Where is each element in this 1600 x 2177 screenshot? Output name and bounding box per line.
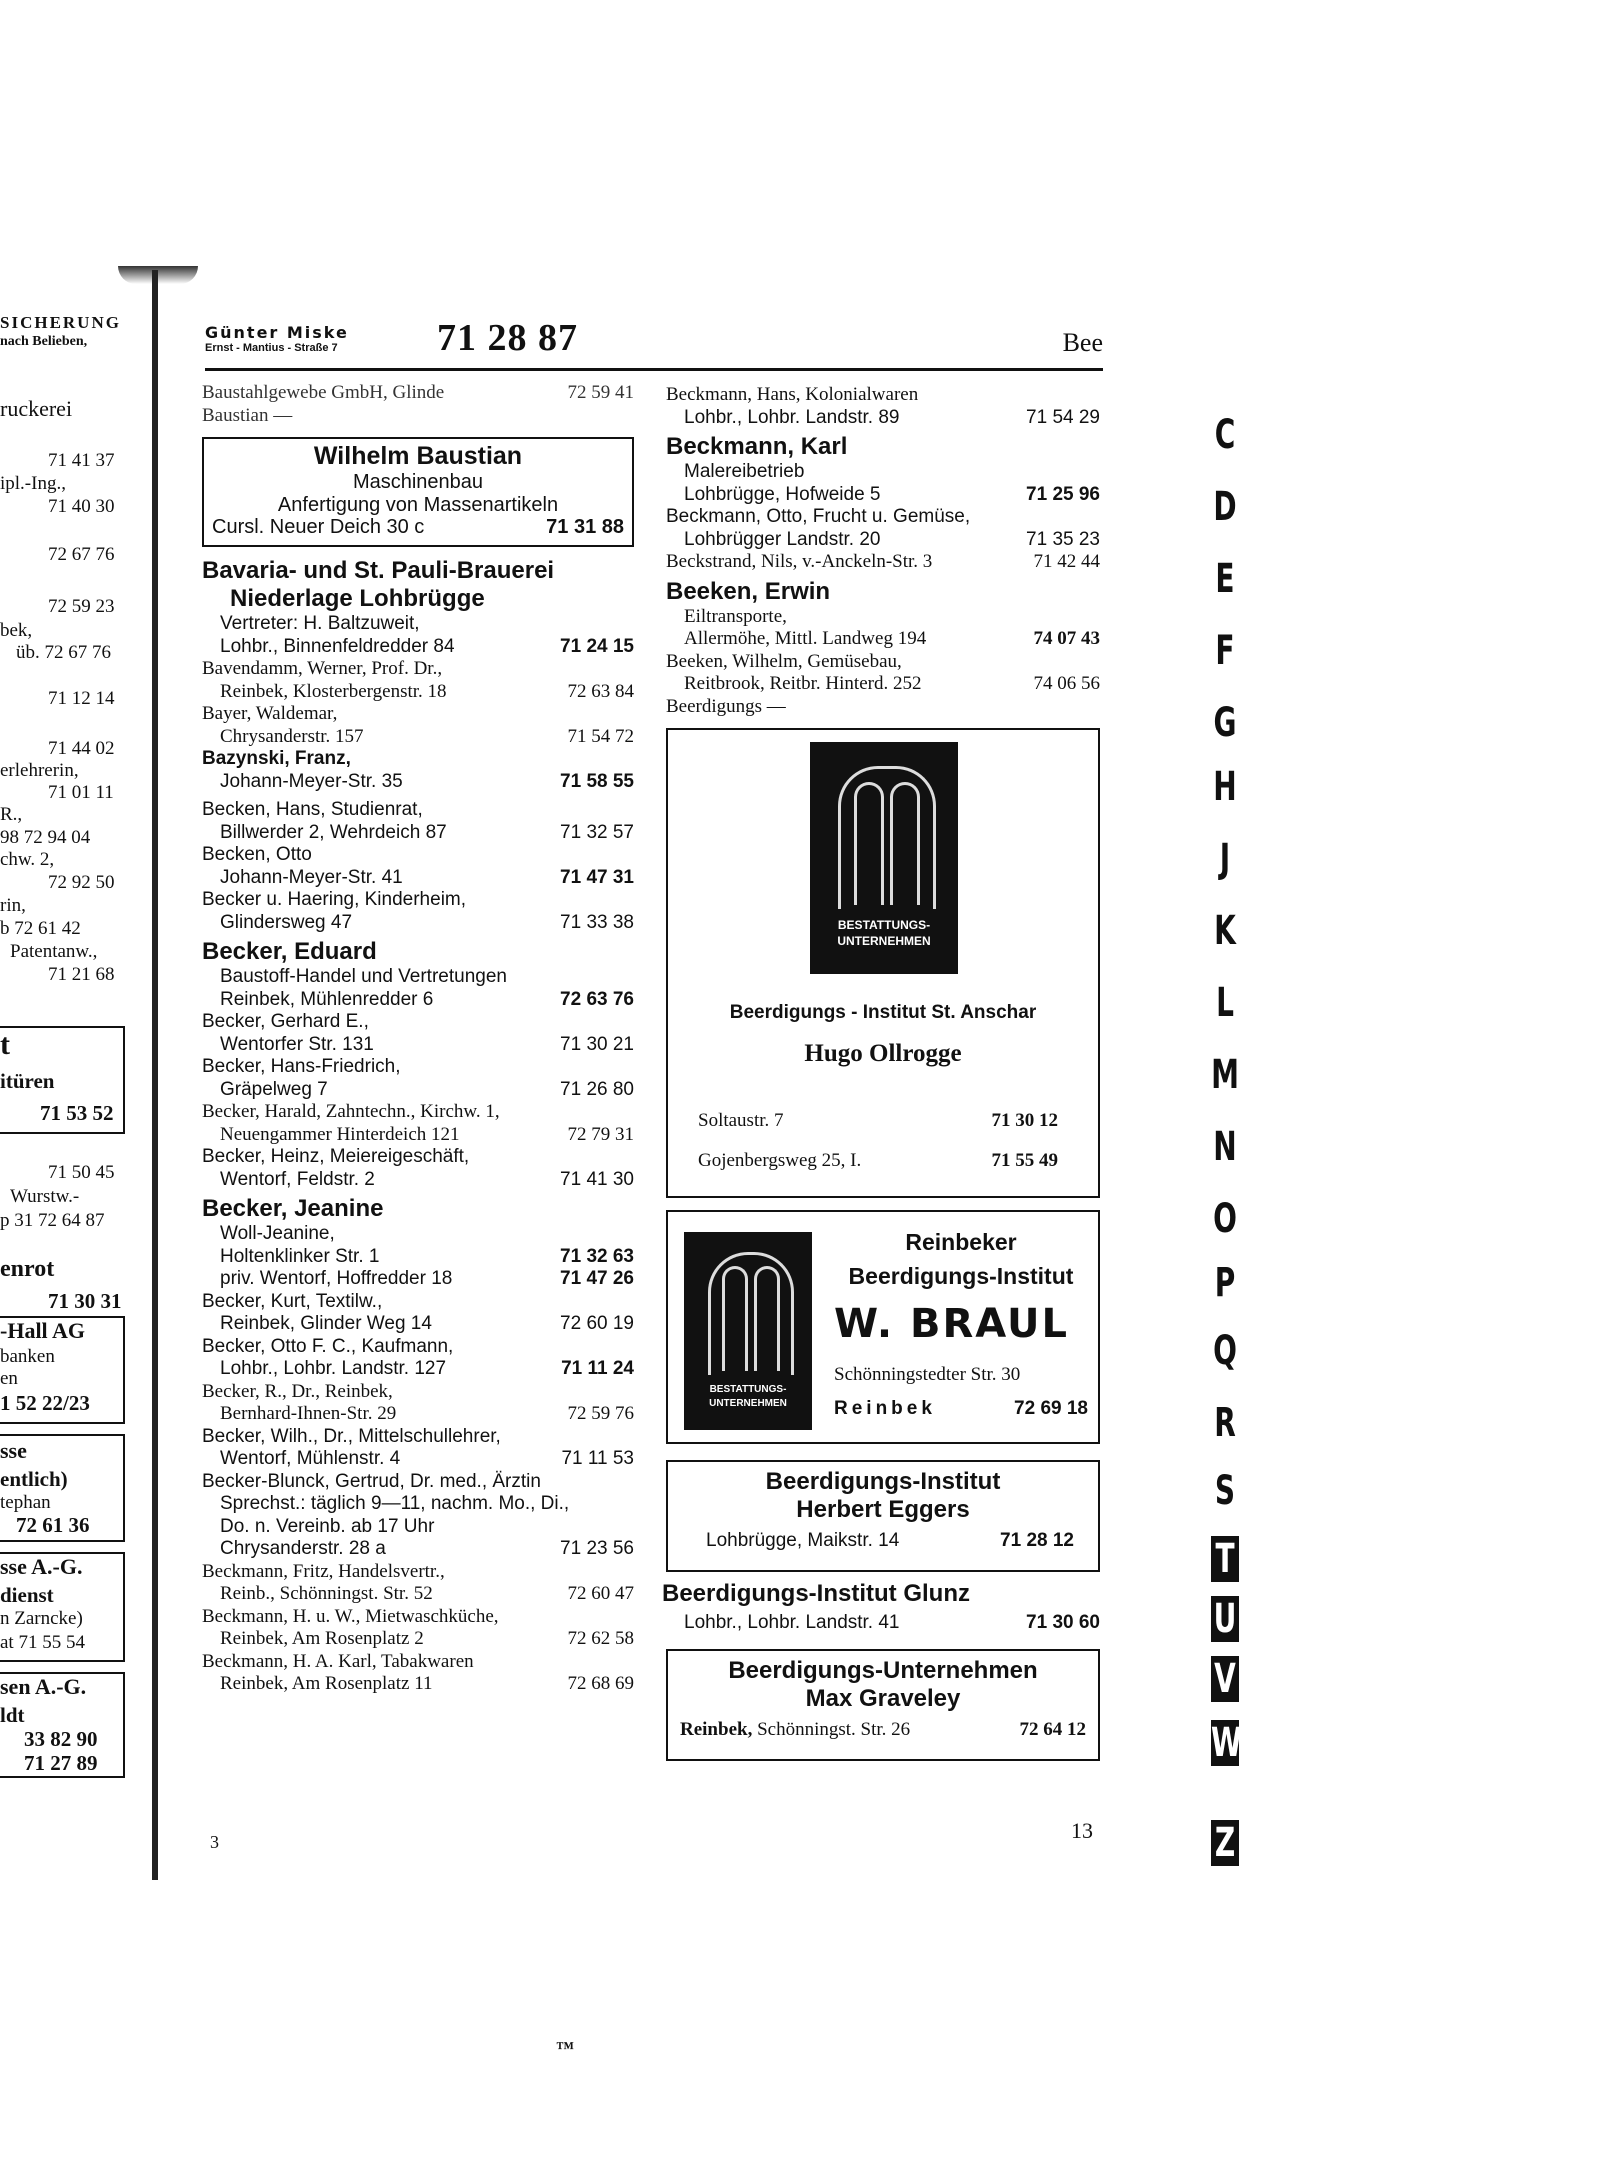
- ad-line: Reinbeker: [905, 1229, 1017, 1255]
- fragment-line: n Zarncke): [0, 1608, 83, 1629]
- index-tab-l[interactable]: L: [1216, 980, 1234, 1026]
- ad-line: Reinbek 72 69 18: [834, 1398, 1088, 1419]
- fragment-line: Wurstw.-: [10, 1186, 80, 1207]
- fragment-line: 72 59 23: [48, 596, 115, 617]
- list-item: Becker, Wilh., Dr., Mittelschullehrer,: [202, 1425, 501, 1447]
- list-item: Becker, Harald, Zahntechn., Kirchw. 1,: [202, 1101, 500, 1122]
- fragment-line: t: [0, 1028, 10, 1061]
- list-item: Becker, Heinz, Meiereigeschäft,: [202, 1146, 470, 1167]
- list-item: Becker-Blunck, Gertrud, Dr. med., Ärztin: [202, 1470, 541, 1492]
- page-number: 13: [1071, 1818, 1093, 1843]
- previous-page-fragment: [0, 300, 130, 1800]
- fragment-line: 1 52 22/23: [0, 1391, 90, 1415]
- list-item: [202, 382, 634, 405]
- ad-title: Herbert Eggers: [796, 1496, 970, 1523]
- index-tab-w[interactable]: W: [1211, 1720, 1242, 1766]
- list-item: Beerdigungs —: [666, 695, 786, 717]
- fragment-line: 71 30 31: [48, 1289, 122, 1313]
- fragment-line: Patentanw.,: [10, 941, 98, 962]
- ad-title: Hugo Ollrogge: [804, 1040, 962, 1067]
- list-item: [202, 405, 634, 428]
- entry-phone: 71 24 15: [560, 635, 634, 657]
- index-tab-z[interactable]: Z: [1211, 1820, 1239, 1866]
- ad-box-eggers: Beerdigungs-Institut Herbert Eggers Lohbrügge, Maikstr. 14 71 28 12: [666, 1460, 1100, 1572]
- ad-box-baustian: [202, 437, 634, 547]
- fragment-line: 33 82 90: [24, 1727, 98, 1751]
- entry-name: Baustahlgewebe GmbH, Glinde: [202, 382, 445, 403]
- entry-title: Beckmann, Karl: [666, 433, 848, 460]
- funeral-chapel-emblem: BESTATTUNGS- UNTERNEHMEN: [684, 1232, 812, 1430]
- fragment-line: R.,: [0, 804, 23, 825]
- fragment-line: dienst: [0, 1583, 54, 1607]
- index-tab-f[interactable]: F: [1215, 628, 1235, 674]
- funeral-chapel-emblem: BESTATTUNGS- UNTERNEHMEN: [810, 742, 958, 974]
- list-item: Becker, Kurt, Textilw.,: [202, 1290, 383, 1312]
- fragment-line: b 72 61 42: [0, 918, 81, 939]
- fragment-line: sse A.-G.: [0, 1554, 83, 1579]
- ad-line: Beerdigungs-Institut: [848, 1263, 1074, 1289]
- fragment-line: entlich): [0, 1467, 68, 1491]
- entry-title: Beerdigungs-Institut Glunz: [662, 1580, 970, 1607]
- ad-box-graveley: Beerdigungs-Unternehmen Max Graveley Reinbek, Schönningst. Str. 26 72 64 12: [666, 1649, 1100, 1761]
- list-item: Beckstrand, Nils, v.-Anckeln-Str. 3 71 42 44: [666, 551, 1100, 572]
- ad-box-ollrogge: [666, 728, 1100, 1198]
- book-spine: [152, 270, 158, 1880]
- entry-name: Baustian —: [202, 404, 293, 426]
- column-left: Baustahlgewebe GmbH, Glinde 72 59 41 Baustian — Wilhelm Baustian Maschinenbau Anfertigung von Massenartikeln Cursl. Neuer Deich 30 c 71 31 88 Bavaria- und St. Pauli-Brauerei Niederlage Lohbrügge Vertreter: H. Baltzuweit, Lohbr., Binnenfeldredder 84 71 24 15 Bavendamm, Werner, Prof. Dr., Reinbek, Klosterbergenstr. 18 72 63 84 Bayer, Waldemar, Chrysanderstr. 157 71 54 72 Bazynski, Franz, Johann-Meyer-Str. 35 71 58 55 Becken, Hans, Studienrat, Billwerder 2, Wehrdeich 87 71 32 57 Becken, Otto Johann-Meyer-Str. 41 71 47 31 Becker u. Haering, Kinderheim, Glindersweg 47 71 33 38 Becker, Eduard Baustoff-Handel und Vertretungen Reinbek, Mühlenredder 6 72 63 76 Becker, Gerhard E., Wentorfer Str. 131 71 30 21 Becker, Hans-Friedrich, Gräpelweg 7 71 26 80 Becker, Harald, Zahntechn., Kirchw. 1, Neuengammer Hinterdeich 121 72 79 31 Becker, Heinz, Meiereigeschäft, Wentorf, Feldstr. 2 71 41 30 Becker, Jeanine Woll-Jeanine, Holtenklinker Str. 1 71 32 63 priv. Wentorf, Hoffredder 18 71 47 26 Becker, Kurt, Textilw., Reinbek, Glinder Weg 14 72 60 19 Becker, Otto F. C., Kaufmann, Lohbr., Lohbr. Landstr. 127 71 11 24 Becker, R., Dr., Reinbek, Bernhard-Ihnen-Str. 29 72 59 76 Becker, Wilh., Dr., Mittelschullehrer, Wentorf, Mühlenstr. 4 71 11 53 Becker-Blunck, Gertrud, Dr. med., Ärztin Sprechst.: täglich 9—11, nachm. Mo., Di., Do. n. Vereinb. ab 17 Uhr Chrysanderstr. 28 a 71 23 56 Beckmann, Fritz, Handelsvertr., Reinb., Schönningst. Str. 52 72 60 47 Beckmann, H. u. W., Mietwaschküche, Reinbek, Am Rosenplatz 2 72 62 58 Beckmann, H. A. Karl, Tabakwaren Reinbek, Am Rosenplatz 11 72 68 69: [202, 382, 634, 1694]
- alphabet-thumb-index: [1205, 400, 1245, 1880]
- ad-title: Max Graveley: [805, 1684, 961, 1712]
- list-item: Beckmann, Otto, Frucht u. Gemüse,: [666, 506, 971, 527]
- index-tab-s[interactable]: S: [1214, 1468, 1236, 1514]
- index-tab-k[interactable]: K: [1214, 908, 1236, 954]
- fragment-line: at 71 55 54: [0, 1632, 85, 1653]
- index-tab-c[interactable]: C: [1214, 412, 1236, 458]
- page-header: [205, 318, 1103, 371]
- guide-word: Bee: [1062, 328, 1103, 357]
- footer-bottom-mark: ™: [556, 2038, 574, 2058]
- entry-title: Becker, Jeanine: [202, 1195, 384, 1222]
- fragment-line: 98 72 94 04: [0, 827, 91, 848]
- entry-phone: 72 59 41: [567, 382, 634, 403]
- fragment-line: 72 67 76: [48, 544, 115, 565]
- fragment-line: enrot: [0, 1256, 55, 1282]
- list-item: Becker u. Haering, Kinderheim,: [202, 889, 467, 910]
- fragment-line: ipl.-Ing.,: [0, 473, 66, 494]
- entry-title: Niederlage Lohbrügge: [230, 585, 485, 612]
- list-item: Becken, Otto: [202, 844, 312, 865]
- fragment-line: p 31 72 64 87: [0, 1210, 105, 1231]
- index-tab-j[interactable]: J: [1219, 836, 1231, 882]
- index-tab-d[interactable]: D: [1213, 484, 1237, 530]
- fragment-line: erlehrerin,: [0, 760, 79, 781]
- index-tab-v[interactable]: V: [1211, 1656, 1239, 1702]
- fragment-line: 71 41 37: [48, 450, 115, 471]
- entry-title: Becker, Eduard: [202, 938, 377, 965]
- list-item: Becker, Otto F. C., Kaufmann,: [202, 1335, 454, 1357]
- fragment-line: banken: [0, 1346, 55, 1367]
- index-tab-p[interactable]: P: [1214, 1260, 1236, 1306]
- index-tab-u[interactable]: U: [1211, 1596, 1239, 1642]
- fragment-line: 71 40 30: [48, 496, 115, 517]
- fragment-line: üb. 72 67 76: [16, 642, 111, 663]
- list-item: Beckmann, Hans, Kolonialwaren: [666, 384, 919, 405]
- ad-line: Schönningstedter Str. 30: [834, 1364, 1021, 1385]
- fragment-line: 72 92 50: [48, 872, 115, 893]
- fragment-line: nach Belieben,: [0, 334, 88, 349]
- ad-line: Beerdigungs-Institut: [765, 1468, 1001, 1495]
- fragment-line: sse: [0, 1438, 27, 1463]
- ad-title: W. BRAUL: [834, 1301, 1069, 1347]
- footer-left-mark: 3: [210, 1832, 219, 1852]
- index-tab-o[interactable]: O: [1213, 1196, 1237, 1242]
- ad-line: Beerdigungs-Unternehmen: [728, 1656, 1038, 1684]
- column-right: Beckmann, Hans, Kolonialwaren Lohbr., Lohbr. Landstr. 89 71 54 29 Beckmann, Karl Malereibetrieb Lohbrügge, Hofweide 5 71 25 96 Beckmann, Otto, Frucht u. Gemüse, Lohbrügger Landstr. 20 71 35 23 Beckstrand, Nils, v.-Anckeln-Str. 3 71 42 44 Beeken, Erwin Eiltransporte, Allermöhe, Mittl. Landweg 194 74 07 43 Beeken, Wilhelm, Gemüsebau, Reitbrook, Reitbr. Hinterd. 252 74 06 56 Beerdigungs — BESTATTUNGS- UNTERNEHMEN Beerdigungs - Institut St. Anschar Hugo Ollrogge Soltaustr. 7 71 30 12 Gojenbergsweg 25, I. 71 55 49 BESTATTUNGS- UNTERNEHMEN Reinbeker Beerdigungs-Institut W. BRAUL Schönningstedter Str. 30 Reinbek 72 69 18 Beerdigungs-Institut Herbert Eggers Lohbrügge, Maikstr. 14 71 28 12 Beerdigungs-Institut Glunz Lohbr., Lohbr. Landstr. 41 71 30 60 Beerdigungs-Unternehmen Max Graveley Reinbek, Schönningst. Str. 26 72 64 12: [666, 384, 1100, 1761]
- entry-line: Vertreter: H. Baltzuweit,: [220, 613, 420, 634]
- list-item: Becker, R., Dr., Reinbek,: [202, 1380, 393, 1402]
- fragment-line: itüren: [0, 1069, 55, 1093]
- list-item: Beeken, Wilhelm, Gemüsebau,: [666, 650, 902, 672]
- entry-line: Lohbr., Binnenfeldredder 84: [220, 635, 455, 657]
- ad-line: Gojenbergsweg 25, I. 71 55 49: [698, 1150, 1058, 1171]
- header-advertiser-address: Ernst - Mantius - Straße 7: [205, 342, 338, 354]
- list-item: Becker, Gerhard E.,: [202, 1011, 369, 1032]
- header-advertiser-phone: 71 28 87: [437, 317, 578, 359]
- fragment-line: en: [0, 1368, 18, 1389]
- fragment-line: 72 61 36: [16, 1513, 90, 1537]
- list-item: Beckmann, Fritz, Handelsvertr.,: [202, 1560, 445, 1582]
- fragment-line: sen A.-G.: [0, 1674, 87, 1699]
- fragment-line: 71 01 11: [48, 782, 114, 803]
- header-advertiser-name: Günter Miske: [205, 323, 349, 342]
- fragment-line: 71 12 14: [48, 688, 115, 709]
- fragment-line: bek,: [0, 620, 33, 641]
- index-tab-m[interactable]: M: [1211, 1052, 1239, 1098]
- ad-line: Cursl. Neuer Deich 30 c 71 31 88: [212, 516, 624, 538]
- ad-line: Beerdigungs - Institut St. Anschar: [729, 1002, 1037, 1023]
- index-tab-r[interactable]: R: [1214, 1400, 1236, 1446]
- list-item: Beckmann, H. u. W., Mietwaschküche,: [202, 1605, 499, 1627]
- index-tab-g[interactable]: G: [1213, 700, 1237, 746]
- fragment-line: 71 53 52: [40, 1101, 114, 1125]
- index-tab-e[interactable]: E: [1215, 556, 1235, 602]
- ad-box-braul: [666, 1210, 1100, 1444]
- fragment-line: rin,: [0, 895, 26, 916]
- list-item: Becker, Hans-Friedrich,: [202, 1056, 401, 1077]
- fragment-line: 71 27 89: [24, 1751, 98, 1775]
- ad-line: Maschinenbau: [352, 471, 484, 493]
- index-tab-h[interactable]: H: [1213, 764, 1237, 810]
- ad-line: Anfertigung von Massenartikeln: [277, 493, 559, 516]
- fragment-line: tephan: [0, 1492, 51, 1513]
- list-item: Bazynski, Franz,: [202, 748, 351, 769]
- ad-line: Soltaustr. 7 71 30 12: [698, 1110, 1058, 1131]
- entry-title: Bavaria- und St. Pauli-Brauerei: [202, 557, 555, 584]
- index-tab-t[interactable]: T: [1211, 1536, 1239, 1582]
- fragment-line: ldt: [0, 1703, 25, 1727]
- fragment-line: ruckerei: [0, 396, 73, 421]
- fragment-line: SICHERUNG: [0, 313, 121, 332]
- list-item: Bayer, Waldemar,: [202, 703, 338, 724]
- fragment-line: 71 50 45: [48, 1162, 115, 1183]
- fragment-line: -Hall AG: [0, 1318, 85, 1343]
- list-item: Bavendamm, Werner, Prof. Dr.,: [202, 658, 443, 679]
- index-tab-n[interactable]: N: [1213, 1124, 1237, 1170]
- list-item: Beckmann, H. A. Karl, Tabakwaren: [202, 1650, 474, 1672]
- book-spine-top: [118, 266, 198, 284]
- ad-title: Wilhelm Baustian: [313, 442, 523, 470]
- fragment-line: 71 21 68: [48, 964, 115, 985]
- entry-title: Beeken, Erwin: [666, 577, 831, 605]
- fragment-line: 71 44 02: [48, 738, 115, 759]
- list-item: Becken, Hans, Studienrat,: [202, 799, 423, 820]
- index-tab-q[interactable]: Q: [1213, 1328, 1237, 1374]
- fragment-line: chw. 2,: [0, 849, 55, 870]
